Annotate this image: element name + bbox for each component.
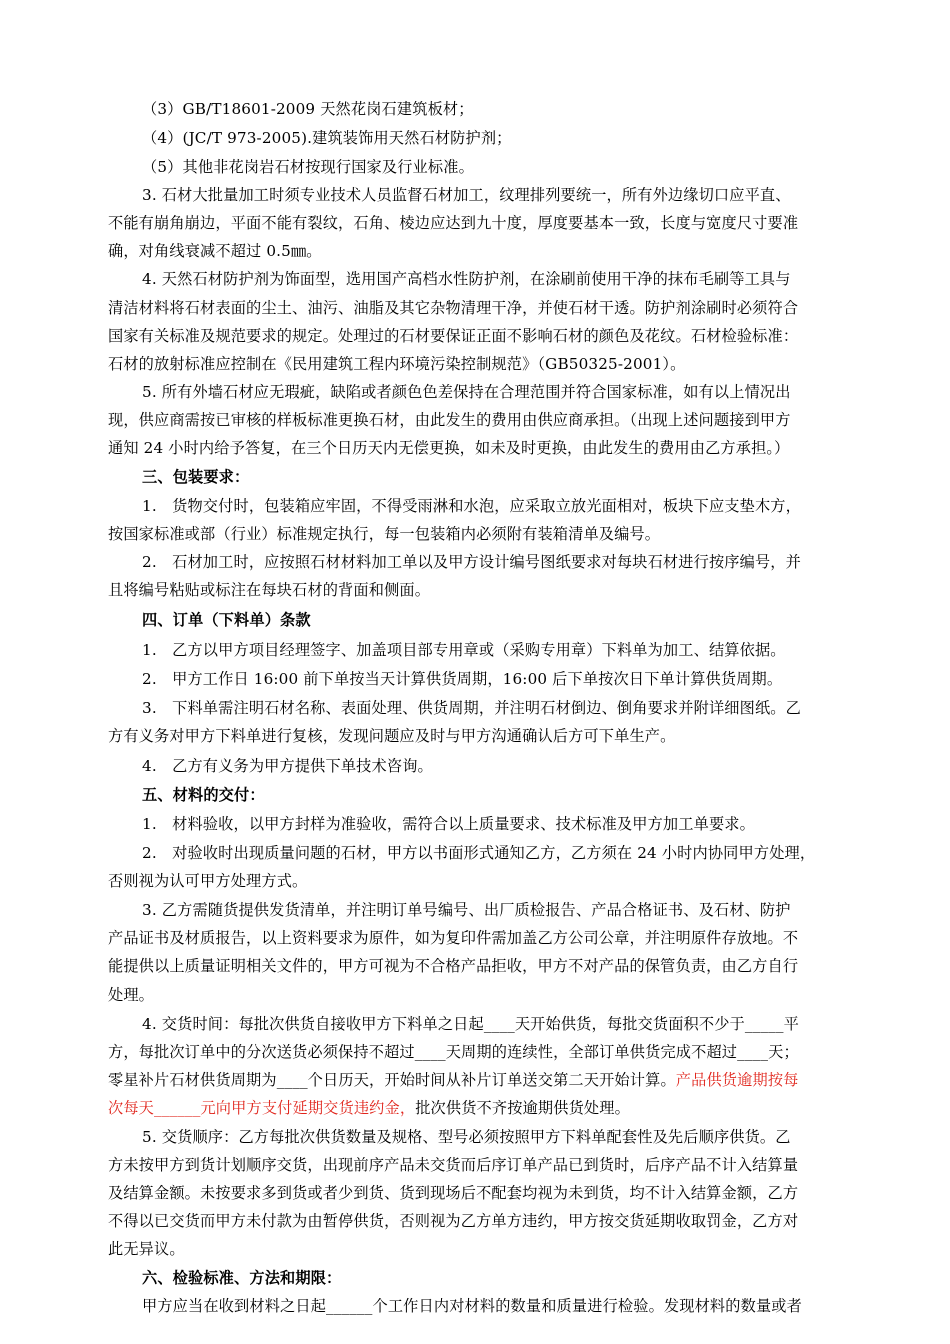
paragraph-line: 否则视为认可甲方处理方式。	[108, 872, 308, 890]
paragraph-line: 5. 所有外墙石材应无瑕疵，缺陷或者颜色色差保持在合理范围并符合国家标准，如有以上情况出	[142, 383, 791, 401]
supply-period-text: 零星补片石材供货周期为____个日历天，开始时间从补片订单送交第二天开始计算。	[108, 1071, 676, 1089]
penalty-highlight: 次每天______元向甲方支付延期交货违约金，	[108, 1099, 416, 1117]
paragraph-line: 此无异议。	[108, 1240, 185, 1258]
std-item-4: （4）(JC/T 973-2005).建筑装饰用天然石材防护剂；	[142, 129, 512, 147]
paragraph-line: 不得以已交货而甲方未付款为由暂停供货，否则视为乙方单方违约，甲方按交货延期收取罚金，乙方对	[108, 1212, 799, 1230]
paragraph-line: 现，供应商需按已审核的样板标准更换石材，由此发生的费用由供应商承担。（出现上述问题接到甲方	[108, 411, 791, 429]
paragraph-line: 国家有关标准及规范要求的规定。处理过的石材要保证正面不影响石材的颜色及花纹。石材检验标准：	[108, 327, 799, 345]
section-heading-delivery: 五、材料的交付：	[142, 786, 265, 804]
paragraph-line: 方未按甲方到货计划顺序交货，出现前序产品未交货而后序订单产品已到货时，后序产品不计入结算量	[108, 1156, 799, 1174]
partial-supply-text: 批次供货不齐按逾期供货处理。	[415, 1099, 630, 1117]
paragraph-line: 5. 交货顺序：乙方每批次供货数量及规格、型号必须按照甲方下料单配套性及先后顺序供货。乙	[142, 1128, 791, 1146]
section-heading-order: 四、订单（下料单）条款	[142, 611, 311, 629]
paragraph-line: 方有义务对甲方下料单进行复核，发现问题应及时与甲方沟通确认后方可下单生产。	[108, 727, 676, 745]
paragraph-line: 3. 石材大批量加工时须专业技术人员监督石材加工，纹理排列要统一，所有外边缘切口应平直、	[142, 186, 791, 204]
paragraph-line: 1. 乙方以甲方项目经理签字、加盖项目部专用章或（采购专用章）下料单为加工、结算依据。	[142, 641, 786, 659]
section-heading-packaging: 三、包装要求：	[142, 468, 250, 486]
paragraph-line: 产品证书及材质报告，以上资料要求为原件，如为复印件需加盖乙方公司公章，并注明原件存放地。不	[108, 929, 799, 947]
std-item-5: （5）其他非花岗岩石材按现行国家及行业标准。	[142, 158, 474, 176]
paragraph-line: 且将编号粘贴或标注在每块石材的背面和侧面。	[108, 581, 431, 599]
paragraph-line	[108, 1070, 868, 1090]
paragraph-line: 4. 乙方有义务为甲方提供下单技术咨询。	[142, 757, 433, 775]
paragraph-line: 不能有崩角崩边，平面不能有裂纹，石角、棱边应达到九十度，厚度要基本一致，长度与宽度尺寸要准	[108, 214, 799, 232]
paragraph-line: 能提供以上质量证明相关文件的，甲方可视为不合格产品拒收，甲方不对产品的保管负责，由乙方自行	[108, 957, 799, 975]
std-item-3: （3）GB/T18601-2009 天然花岗石建筑板材；	[142, 100, 474, 118]
paragraph-line: 2. 甲方工作日 16:00 前下单按当天计算供货周期，16:00 后下单按次日下单计算供货周期。	[142, 670, 783, 688]
paragraph-line: 4. 交货时间：每批次供货自接收甲方下料单之日起____天开始供货，每批交货面积不少于_____平	[142, 1015, 799, 1033]
paragraph-line: 2. 石材加工时，应按照石材材料加工单以及甲方设计编号图纸要求对每块石材进行按序编号，并	[142, 553, 801, 571]
paragraph-line: 及结算金额。未按要求多到货或者少到货、货到现场后不配套均视为未到货，均不计入结算金额，乙方	[108, 1184, 799, 1202]
paragraph-line	[108, 1098, 868, 1118]
paragraph-line: 4. 天然石材防护剂为饰面型，选用国产高档水性防护剂，在涂刷前使用干净的抹布毛刷等工具与	[142, 270, 791, 288]
paragraph-line: 清洁材料将石材表面的尘土、油污、油脂及其它杂物清理干净，并使石材干透。防护剂涂刷时必须符合	[108, 299, 799, 317]
paragraph-line: 1. 材料验收，以甲方封样为准验收，需符合以上质量要求、技术标准及甲方加工单要求。	[142, 815, 755, 833]
paragraph-line: 甲方应当在收到材料之日起______个工作日内对材料的数量和质量进行检验。发现材料的数量或者	[142, 1297, 802, 1315]
paragraph-line: 3. 下料单需注明石材名称、表面处理、供货周期，并注明石材倒边、倒角要求并附详细图纸。乙	[142, 699, 801, 717]
paragraph-line: 3. 乙方需随货提供发货清单，并注明订单号编号、出厂质检报告、产品合格证书、及石材、防护	[142, 901, 791, 919]
paragraph-line: 2. 对验收时出现质量问题的石材，甲方以书面形式通知乙方，乙方须在 24 小时内协同甲方处理，	[142, 844, 816, 862]
paragraph-line: 通知 24 小时内给予答复，在三个日历天内无偿更换，如未及时更换，由此发生的费用由乙方承担。）	[108, 439, 790, 457]
penalty-highlight: 产品供货逾期按每	[675, 1071, 799, 1089]
paragraph-line: 1. 货物交付时，包装箱应牢固，不得受雨淋和水泡，应采取立放光面相对，板块下应支垫木方，	[142, 497, 801, 515]
paragraph-line: 处理。	[108, 986, 155, 1004]
paragraph-line: 方，每批次订单中的分次送货必须保持不超过____天周期的连续性，全部订单供货完成不超过____天；	[108, 1043, 799, 1061]
paragraph-line: 确，对角线衰减不超过 0.5㎜。	[108, 242, 322, 260]
paragraph-line: 石材的放射标准应控制在《民用建筑工程内环境污染控制规范》（GB50325-2001）。	[108, 355, 686, 373]
section-heading-inspection: 六、检验标准、方法和期限：	[142, 1269, 342, 1287]
paragraph-line: 按国家标准或部（行业）标准规定执行，每一包装箱内必须附有装箱清单及编号。	[108, 525, 661, 543]
